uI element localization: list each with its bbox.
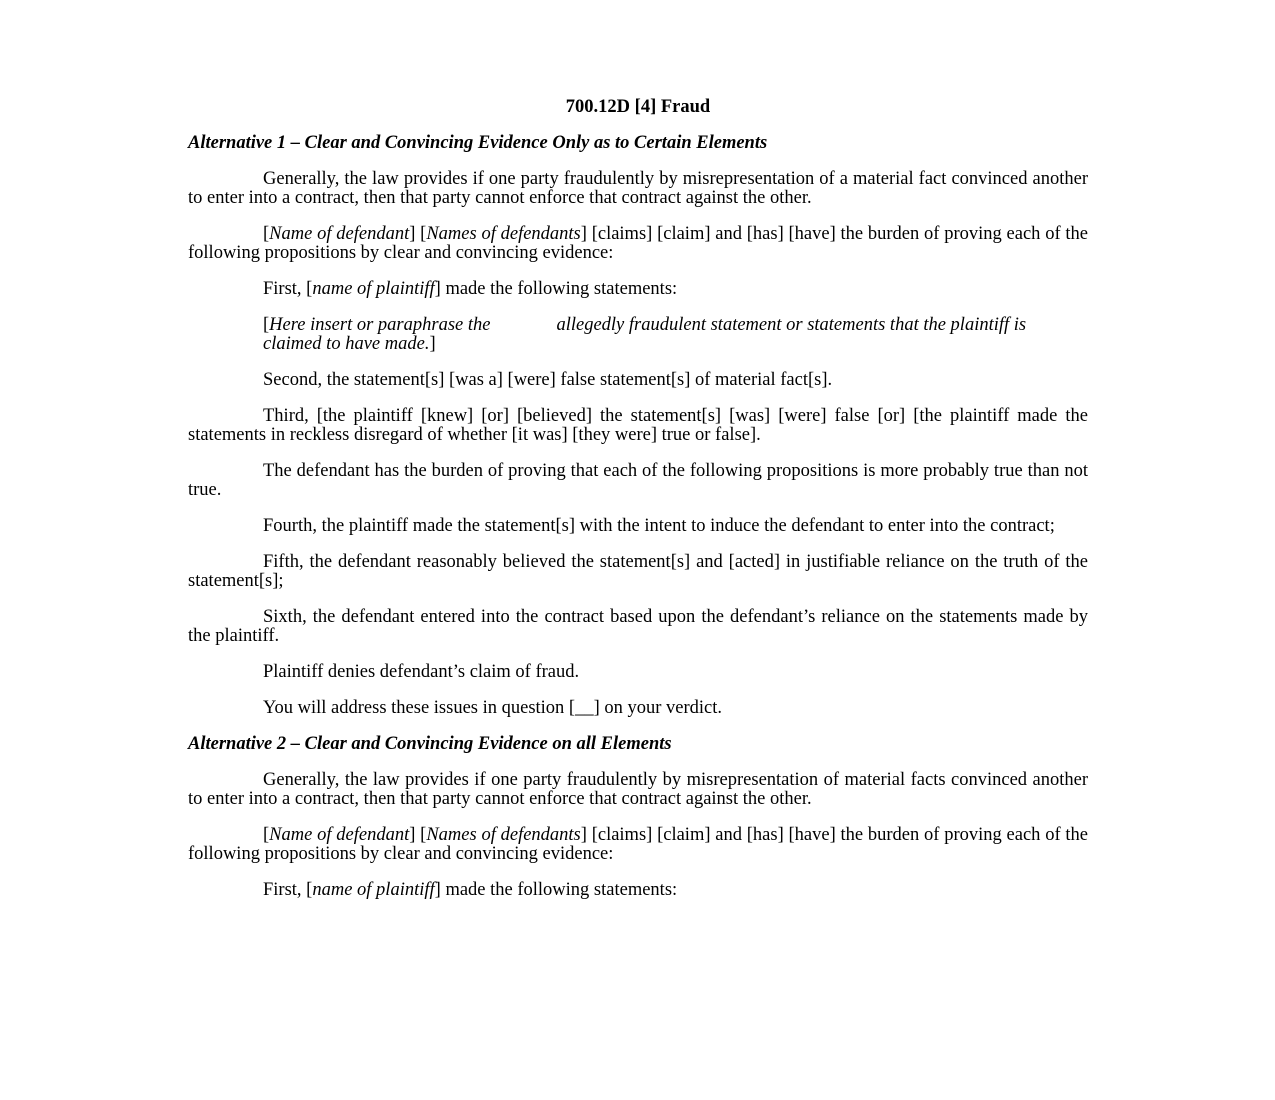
document-page xyxy=(188,98,1088,917)
alt2-intro-paragraph: Generally, the law provides if one party fraudulently by misrepresentation of material facts convinced another to enter into a contract, then that party cannot enforce that contract against the other. xyxy=(188,770,1088,809)
name-of-plaintiff-placeholder: name of plaintiff xyxy=(312,279,435,299)
name-of-defendant-placeholder: Name of defendant xyxy=(269,825,410,845)
alternative-2-heading: Alternative 2 – Clear and Convincing Evidence on all Elements xyxy=(188,734,672,754)
alt1-verdict-question: You will address these issues in question [__] on your verdict. xyxy=(263,698,723,718)
alternative-1-heading: Alternative 1 – Clear and Convincing Evidence Only as to Certain Elements xyxy=(188,133,768,153)
alt1-burden-paragraph: [Name of defendant] [Names of defendants] [claims] [claim] and [has] [have] the burden of proving each of the following propositions by clear and convincing evidence: xyxy=(188,224,1088,263)
alt1-second-element: Second, the statement[s] [was a] [were] false statement[s] of material fact[s]. xyxy=(263,370,833,390)
alt1-fifth-element: Fifth, the defendant reasonably believed the statement[s] and [acted] in justifiable reliance on the truth of the statement[s]; xyxy=(188,552,1088,591)
alt1-first-element: First, [name of plaintiff] made the following statements: xyxy=(263,279,678,299)
alt1-plaintiff-denies: Plaintiff denies defendant’s claim of fraud. xyxy=(263,662,580,682)
name-of-plaintiff-placeholder: name of plaintiff xyxy=(312,880,435,900)
alt2-first-element: First, [name of plaintiff] made the following statements: xyxy=(263,880,678,900)
names-of-defendants-placeholder: Names of defendants xyxy=(426,224,581,244)
alt1-defendant-burden: The defendant has the burden of proving that each of the following propositions is more probably true than not true. xyxy=(188,461,1088,500)
alt1-intro-paragraph: Generally, the law provides if one party fraudulently by misrepresentation of a material fact convinced another to enter into a contract, then that party cannot enforce that contract against the other. xyxy=(188,169,1088,208)
alt1-insert-instruction: [Here insert or paraphrase the allegedly fraudulent statement or statements that the plaintiff is claimed to have made.] xyxy=(263,315,1027,354)
alt1-third-element: Third, [the plaintiff [knew] [or] [believed] the statement[s] [was] [were] false [or] [the plaintiff made the statements in reckless disregard of whether [it was] [they were] true or false]. xyxy=(188,406,1088,445)
name-of-defendant-placeholder: Name of defendant xyxy=(269,224,410,244)
alt1-fourth-element: Fourth, the plaintiff made the statement[s] with the intent to induce the defendant to enter into the contract; xyxy=(263,516,1055,536)
names-of-defendants-placeholder: Names of defendants xyxy=(426,825,581,845)
alt2-burden-paragraph: [Name of defendant] [Names of defendants] [claims] [claim] and [has] [have] the burden of proving each of the following propositions by clear and convincing evidence: xyxy=(188,825,1088,864)
document-title: 700.12D [4] Fraud xyxy=(565,97,711,117)
alt1-sixth-element: Sixth, the defendant entered into the contract based upon the defendant’s reliance on the statements made by the plaintiff. xyxy=(188,607,1088,646)
